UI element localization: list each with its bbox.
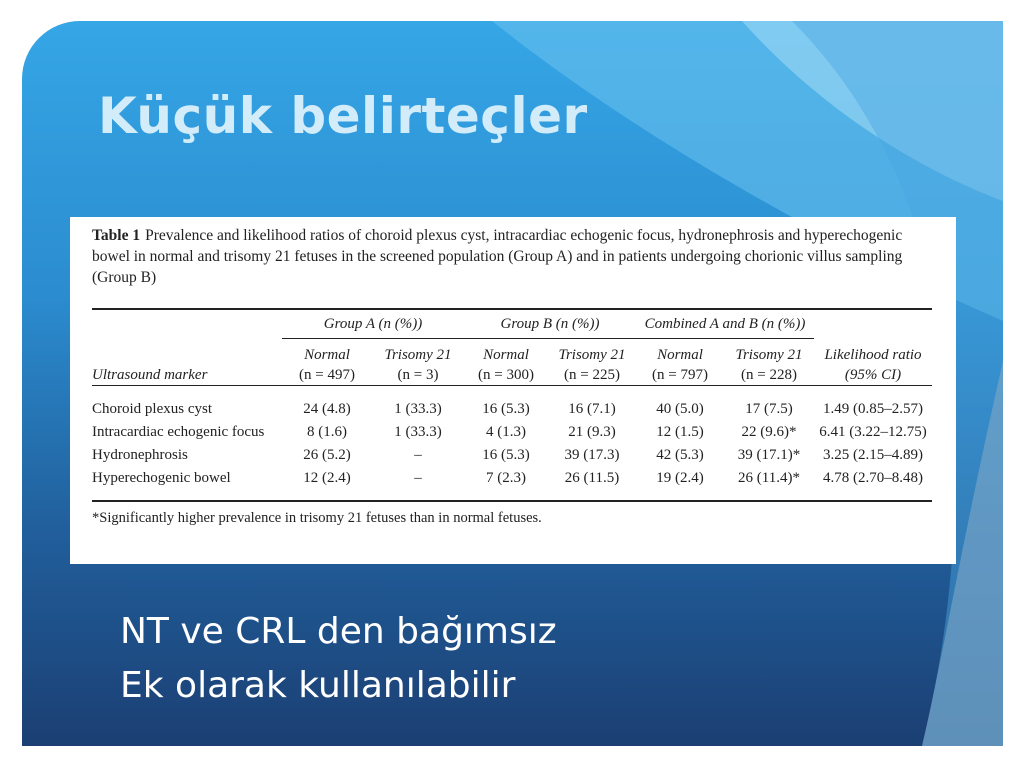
- cell: 40 (5.0): [656, 400, 704, 417]
- col-header-marker: Ultrasound marker: [92, 366, 208, 383]
- col-header-likelihood: Likelihood ratio (95% CI): [824, 346, 922, 383]
- table-footnote: *Significantly higher prevalence in trisomy 21 fetuses than in normal fetuses.: [92, 509, 542, 526]
- cell: 21 (9.3): [568, 423, 616, 440]
- cell: 17 (7.5): [745, 400, 793, 417]
- table-row: [92, 467, 932, 490]
- cell: 3.25 (2.15–4.89): [823, 446, 923, 463]
- cell-marker: Intracardiac echogenic focus: [92, 423, 265, 440]
- group-b-header: Group B (n (%)): [500, 315, 600, 332]
- table-caption-text: Prevalence and likelihood ratios of choroid plexus cyst, intracardiac echogenic focus, hydronephrosis and hyperechogenic bowel in normal and trisomy 21 fetuses in the screened population (Group A) and in patients undergoing chorionic villus sampling (Group B): [92, 227, 903, 286]
- group-header-row: [92, 310, 932, 339]
- col-header-c-normal: Normal (n = 797): [652, 346, 708, 383]
- cell: 26 (11.4)*: [738, 469, 800, 486]
- table-figure: [70, 217, 956, 564]
- cell: 4 (1.3): [486, 423, 526, 440]
- table-caption: [92, 225, 932, 288]
- table-label: Table 1: [92, 227, 141, 244]
- col-header-c-trisomy: Trisomy 21 (n = 228): [735, 346, 803, 383]
- col-header-b-trisomy: Trisomy 21 (n = 225): [558, 346, 626, 383]
- col-header-a-normal: Normal (n = 497): [299, 346, 355, 383]
- cell: 39 (17.1)*: [737, 446, 801, 463]
- table-row: [92, 444, 932, 467]
- bullet-item: NT ve CRL den bağımsız: [120, 611, 557, 652]
- bullet-list: [120, 605, 557, 713]
- cell: 16 (5.3): [482, 446, 530, 463]
- group-combined-header: Combined A and B (n (%)): [644, 315, 806, 332]
- slide-title: Küçük belirteçler: [98, 87, 588, 145]
- cell: 1.49 (0.85–2.57): [823, 400, 923, 417]
- cell: 26 (11.5): [564, 469, 620, 486]
- slide-canvas: [22, 21, 1003, 746]
- cell: 1 (33.3): [394, 400, 442, 417]
- cell: 16 (7.1): [568, 400, 616, 417]
- group-a-header: Group A (n (%)): [323, 315, 423, 332]
- cell: 6.41 (3.22–12.75): [819, 423, 927, 440]
- cell: 12 (1.5): [656, 423, 704, 440]
- cell: –: [414, 469, 422, 486]
- cell: 19 (2.4): [656, 469, 704, 486]
- col-header-a-trisomy: Trisomy 21 (n = 3): [384, 346, 452, 383]
- table-row: [92, 421, 932, 444]
- column-header-row: [92, 345, 932, 386]
- data-table: [92, 310, 932, 490]
- cell: 4.78 (2.70–8.48): [823, 469, 923, 486]
- table-row: [92, 398, 932, 421]
- cell: 42 (5.3): [656, 446, 704, 463]
- cell: 1 (33.3): [394, 423, 442, 440]
- bullet-item: Ek olarak kullanılabilir: [120, 665, 516, 706]
- cell: 12 (2.4): [303, 469, 351, 486]
- cell-marker: Choroid plexus cyst: [92, 400, 212, 417]
- cell: 26 (5.2): [303, 446, 351, 463]
- cell: 24 (4.8): [303, 400, 351, 417]
- table-bottom-rule: [92, 500, 932, 502]
- cell: 8 (1.6): [307, 423, 347, 440]
- cell: 39 (17.3): [564, 446, 620, 463]
- cell-marker: Hydronephrosis: [92, 446, 188, 463]
- cell: 22 (9.6)*: [741, 423, 797, 440]
- cell: 16 (5.3): [482, 400, 530, 417]
- cell: –: [414, 446, 422, 463]
- cell-marker: Hyperechogenic bowel: [92, 469, 231, 486]
- cell: 7 (2.3): [486, 469, 526, 486]
- header-separator: [92, 385, 932, 398]
- col-header-b-normal: Normal (n = 300): [478, 346, 534, 383]
